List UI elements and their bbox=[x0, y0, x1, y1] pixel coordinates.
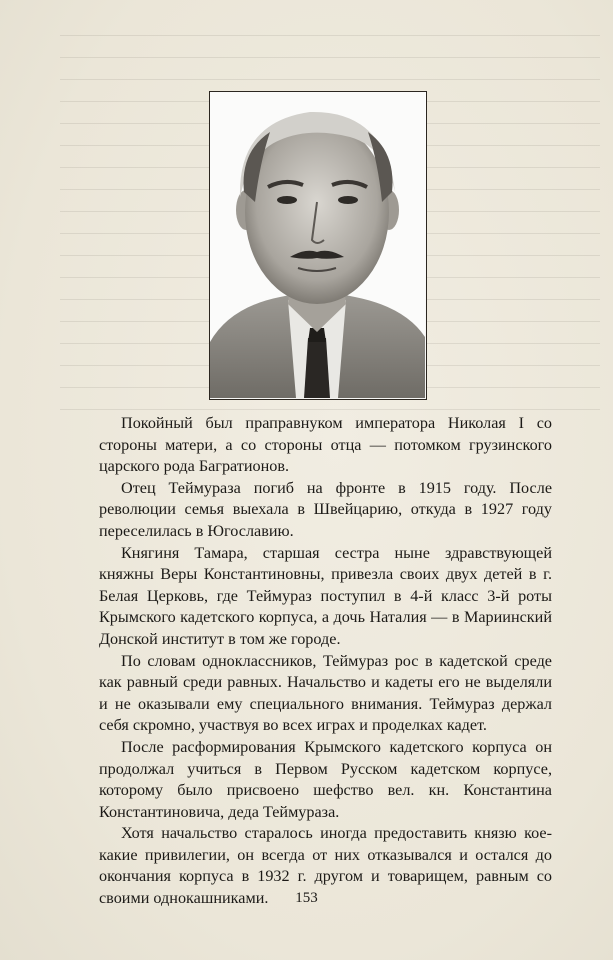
portrait-photo bbox=[209, 91, 427, 400]
paragraph-5: После расформирования Крымского кадетского корпуса он продолжал учиться в Первом Русском кадетском корпусе, которому было присвоено шефство вел. кн. Константина Константиновича, деда Теймураза. bbox=[99, 737, 552, 821]
body-text bbox=[99, 413, 552, 910]
paragraph-4: По словам одноклассников, Теймураз рос в кадетской среде как равный среди равных. Начальство и кадеты его не выделяли и не оказывали ему специального внимания. Теймураз держал себя скромно, участвуя во всех играх и проделках кадет. bbox=[99, 651, 552, 735]
portrait-illustration bbox=[210, 92, 425, 398]
paragraph-2: Отец Теймураза погиб на фронте в 1915 году. После революции семья выехала в Швейцарию, откуда в 1927 году переселилась в Югославию. bbox=[99, 478, 552, 540]
paragraph-1: Покойный был праправнуком императора Николая I со стороны матери, а со стороны отца — потомком грузинского царского рода Багратионов. bbox=[99, 414, 552, 476]
page-number: 153 bbox=[295, 890, 318, 906]
paragraph-6: Хотя начальство старалось иногда предоставить князю кое-какие привилегии, он всегда от них отказывался и остался до окончания корпуса в 1932 г. другом и товарищем, равным со своими однокашниками. bbox=[99, 824, 552, 908]
paragraph-3: Княгиня Тамара, старшая сестра ныне здравствующей княжны Веры Константиновны, привезла своих двух детей в г. Белая Церковь, где Теймураз поступил в 4-й класс 3-й роты Крымского кадетского корпуса, а дочь Наталия — в Мариинский Донской институт в том же городе. bbox=[99, 543, 552, 648]
